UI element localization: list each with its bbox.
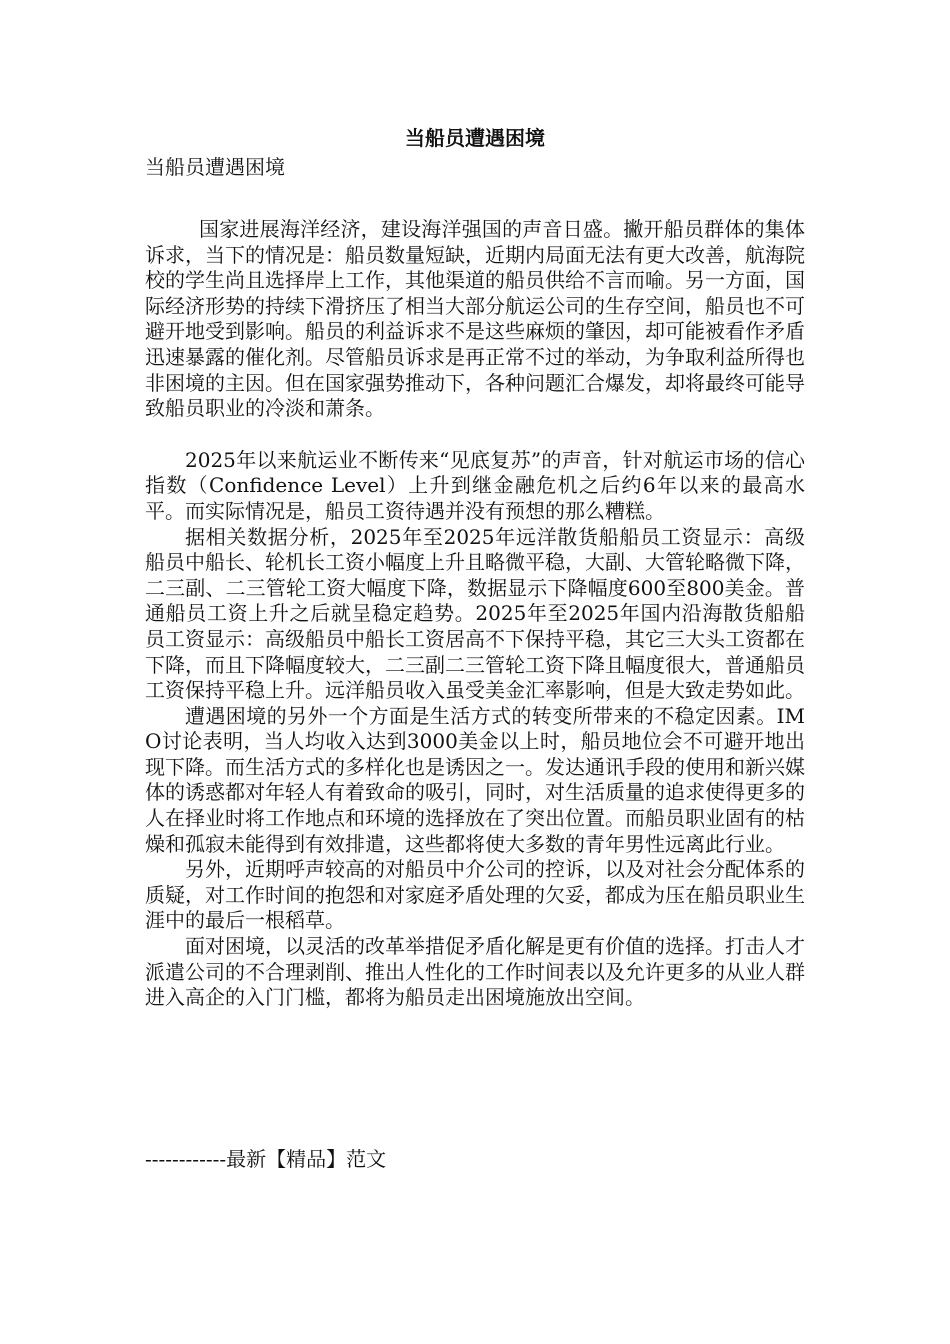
document-subtitle: 当船员遭遇困境 [145,155,285,179]
document-title: 当船员遭遇困境 [405,126,545,150]
document-footer: ------------最新【精品】范文 [145,1147,387,1171]
paragraph-5: 另外，近期呼声较高的对船员中介公司的控诉，以及对社会分配体系的质疑，对工作时间的抱怨和对家庭矛盾处理的欠妥，都成为压在船员职业生涯中的最后一根稻草。 [145,857,805,933]
document-page [145,122,805,1011]
paragraph-1: 国家进展海洋经济，建设海洋强国的声音日盛。撇开船员群体的集体诉求，当下的情况是：船员数量短缺，近期内局面无法有更大改善，航海院校的学生尚且选择岸上工作，其他渠道的船员供给不言而喻。另一方面，国际经济形势的持续下滑挤压了相当大部分航运公司的生存空间，船员也不可避开地受到影响。船员的利益诉求不是这些麻烦的肇因，却可能被看作矛盾迅速暴露的催化剂。尽管船员诉求是再正常不过的举动，为争取利益所得也非困境的主因。但在国家强势推动下，各种问题汇合爆发，却将最终可能导致船员职业的冷淡和萧条。 [145,217,805,421]
paragraph-2: 2025年以来航运业不断传来“见底复苏”的声音，针对航运市场的信心指数（Confidence Level）上升到继金融危机之后约6年以来的最高水平。而实际情况是，船员工资待遇并没有预想的那么糟糕。 [145,447,805,523]
paragraph-6: 面对困境，以灵活的改革举措促矛盾化解是更有价值的选择。打击人才派遣公司的不合理剥削、推出人性化的工作时间表以及允许更多的从业人群进入高企的入门门槛，都将为船员走出困境施放出空间。 [145,934,805,1010]
paragraph-4: 遭遇困境的另外一个方面是生活方式的转变所带来的不稳定因素。IMO讨论表明，当人均收入达到3000美金以上时，船员地位会不可避开地出现下降。而生活方式的多样化也是诱因之一。发达通讯手段的使用和新兴媒体的诱惑都对年轻人有着致命的吸引，同时，对生活质量的追求使得更多的人在择业时将工作地点和环境的选择放在了突出位置。而船员职业固有的枯燥和孤寂未能得到有效排遣，这些都将使大多数的青年男性远离此行业。 [145,703,805,856]
paragraph-3: 据相关数据分析，2025年至2025年远洋散货船船员工资显示：高级船员中船长、轮机长工资小幅度上升且略微平稳，大副、大管轮略微下降，二三副、二三管轮工资大幅度下降，数据显示下降幅度600至800美金。普通船员工资上升之后就呈稳定趋势。2025年至2025年国内沿海散货船船员工资显示：高级船员中船长工资居高不下保持平稳，其它三大头工资都在下降，而且下降幅度较大，二三副二三管轮工资下降且幅度很大，普通船员工资保持平稳上升。远洋船员收入虽受美金汇率影响，但是大致走势如此。 [145,524,805,703]
